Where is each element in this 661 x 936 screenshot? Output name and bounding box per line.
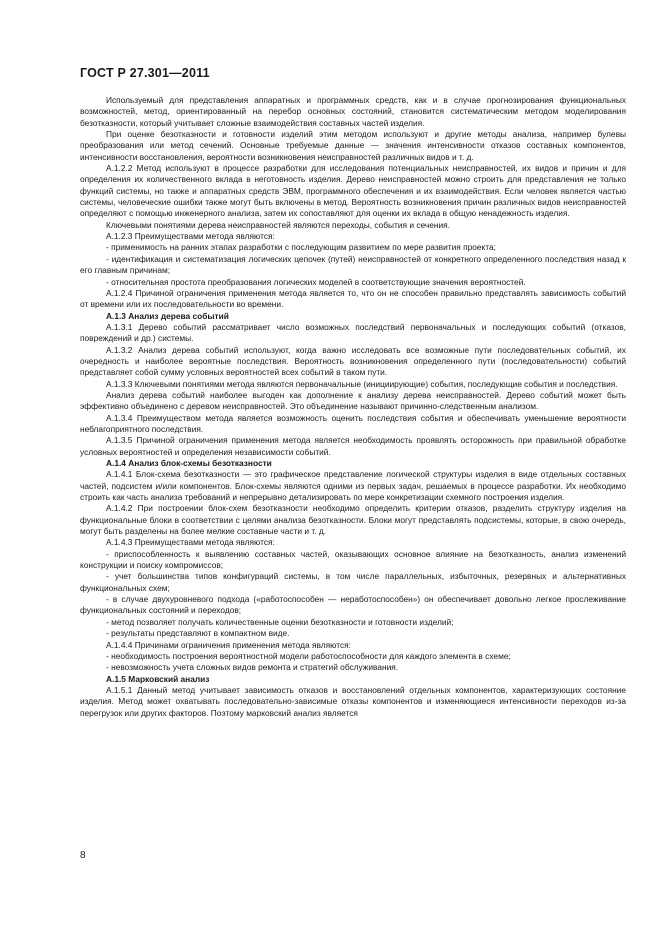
paragraph: А.1.4.4 Причинами ограничения применения метода являются:	[106, 639, 351, 650]
list-item: - результаты представляют в компактном виде.	[106, 628, 290, 639]
paragraph: А.1.5.1 Данный метод учитывает зависимость отказов и восстановлений отдельных компонентов, характеризующих состояние изделия. Метод может охватывать последовательно-зависимые отказы компонентов и изменяющиеся интенсивности переходов из-за перегрузок или других факторов. Поэтому марковский анализ является	[80, 684, 626, 718]
list-item: - необходимость построения вероятностной модели работоспособности для каждого элемента в схеме;	[106, 650, 511, 661]
document-body	[80, 95, 626, 719]
page-number: 8	[80, 850, 86, 861]
list-item: - учет большинства типов конфигураций системы, в том числе параллельных, избыточных, резервных и альтернативных функциональных схем;	[80, 571, 626, 593]
paragraph: А.1.2.4 Причиной ограничения применения метода является то, что он не способен правильно представлять зависимость событий от времени или их последовательности во времени.	[80, 287, 626, 310]
paragraph: Ключевыми понятиями дерева неисправностей являются переходы, события и сечения.	[106, 219, 450, 230]
list-item: - невозможность учета сложных видов ремонта и стратегий обслуживания.	[106, 662, 399, 673]
list-item: - приспособленность к выявлению составных частей, оказывающих основное влияние на безотказность, анализ изменений конструкции и поиску компромиссов;	[80, 548, 626, 571]
section-heading: А.1.5 Марковский анализ	[106, 673, 210, 684]
paragraph: А.1.2.2 Метод используют в процессе разработки для исследования потенциальных неисправностей, их видов и причин и для определения их количественного вклада в неготовность изделия. Дерево неисправностей можно строить для представления не только функций системы, но также и аппаратных средств ЭВМ, программного обеспечения и их взаимодействия. Если человек является частью системы, человеческие ошибки также могут быть включены в метод. Вероятность возникновения причин различных видов неисправностей определяют с помощью инженерного анализа, затем их сопоставляют для оценки их вклада в общую ненадежность изделия.	[80, 163, 626, 219]
list-item: - идентификация и систематизация логических цепочек (путей) неисправностей от конкретного определенного последствия назад к его главным причинам;	[80, 253, 626, 276]
list-item: - в случае двухуровневого подхода («работоспособен — неработоспособен») он обеспечивает довольно легкое прослеживание функциональных состояний и переходов;	[80, 594, 626, 616]
paragraph: А.1.3.2 Анализ дерева событий используют, когда важно исследовать все возможные пути последовательных событий, их очередность и наиболее вероятные последствия. Вероятность возникновения определенного пути (последовательности) событий представляет собой сумму условных вероятностей всех событий в таком пути.	[80, 344, 626, 378]
list-item: - применимость на ранних этапах разработки с последующим развитием по мере развития проекта;	[106, 242, 496, 253]
paragraph: А.1.4.1 Блок-схема безотказности — это графическое представление логической структуры изделия в виде отдельных составных частей, подсистем и/или компонентов. Блок-схемы являются одними из первых задач, решаемых в процессе разработки. Их необходимо строить как часть анализа требований и непрерывно детализировать по мере конкретизации схемного построения изделия.	[80, 469, 626, 503]
paragraph: При оценке безотказности и готовности изделий этим методом используют и другие методы анализа, например булевы преобразования или метод сечений. Основные требуемые данные — значения интенсивности отказов составных компонентов, интенсивности восстановления, вероятности возникновения неисправностей различных видов и т. д.	[80, 129, 626, 162]
paragraph: А.1.2.3 Преимуществами метода являются:	[106, 231, 275, 242]
paragraph: А.1.3.4 Преимуществом метода является возможность оценить последствия события и обеспечивать уменьшение вероятности неблагоприятного последствия.	[80, 412, 626, 434]
paragraph: А.1.4.2 При построении блок-схем безотказности необходимо определить критерии отказов, разделить структуру изделия на функциональные блоки в соответствии с целями анализа безотказности. Блоки могут представлять подсистемы, которые, в свою очередь, могут быть разделены на более мелкие составные части и т. д.	[80, 503, 626, 537]
paragraph: А.1.3.3 Ключевыми понятиями метода являются первоначальные (инициирующие) события, последующие события и последствия.	[106, 378, 618, 389]
paragraph: Анализ дерева событий наиболее выгоден как дополнение к анализу дерева неисправностей. Дерево событий может быть эффективно объединено с деревом неисправностей. Это объединение называют причинно-следственным анализом.	[80, 389, 626, 412]
paragraph: А.1.3.1 Дерево событий рассматривает число возможных последствий первоначальных и последующих событий (отказов, повреждений и др.) системы.	[80, 321, 626, 344]
list-item: - относительная простота преобразования логических моделей в соответствующие значения вероятностей.	[106, 276, 526, 287]
paragraph: А.1.4.3 Преимуществами метода являются:	[106, 537, 275, 548]
paragraph: Используемый для представления аппаратных и программных средств, как и в случае прогнозирования функциональных возможностей, метод, ориентированный на перебор основных состояний, становится систематическим методом моделирования безотказности, который учитывает сложные взаимодействия составных частей изделия.	[80, 95, 626, 128]
list-item: - метод позволяет получать количественные оценки безотказности и готовности изделий;	[106, 616, 454, 627]
document-header: ГОСТ Р 27.301—2011	[80, 66, 210, 80]
section-heading: А.1.4 Анализ блок-схемы безотказности	[106, 458, 272, 468]
paragraph: А.1.3.5 Причиной ограничения применения метода является необходимость проявлять осторожность при правильной обработке условных вероятностей и определения независимости событий.	[80, 435, 626, 457]
section-heading: А.1.3 Анализ дерева событий	[106, 310, 229, 321]
